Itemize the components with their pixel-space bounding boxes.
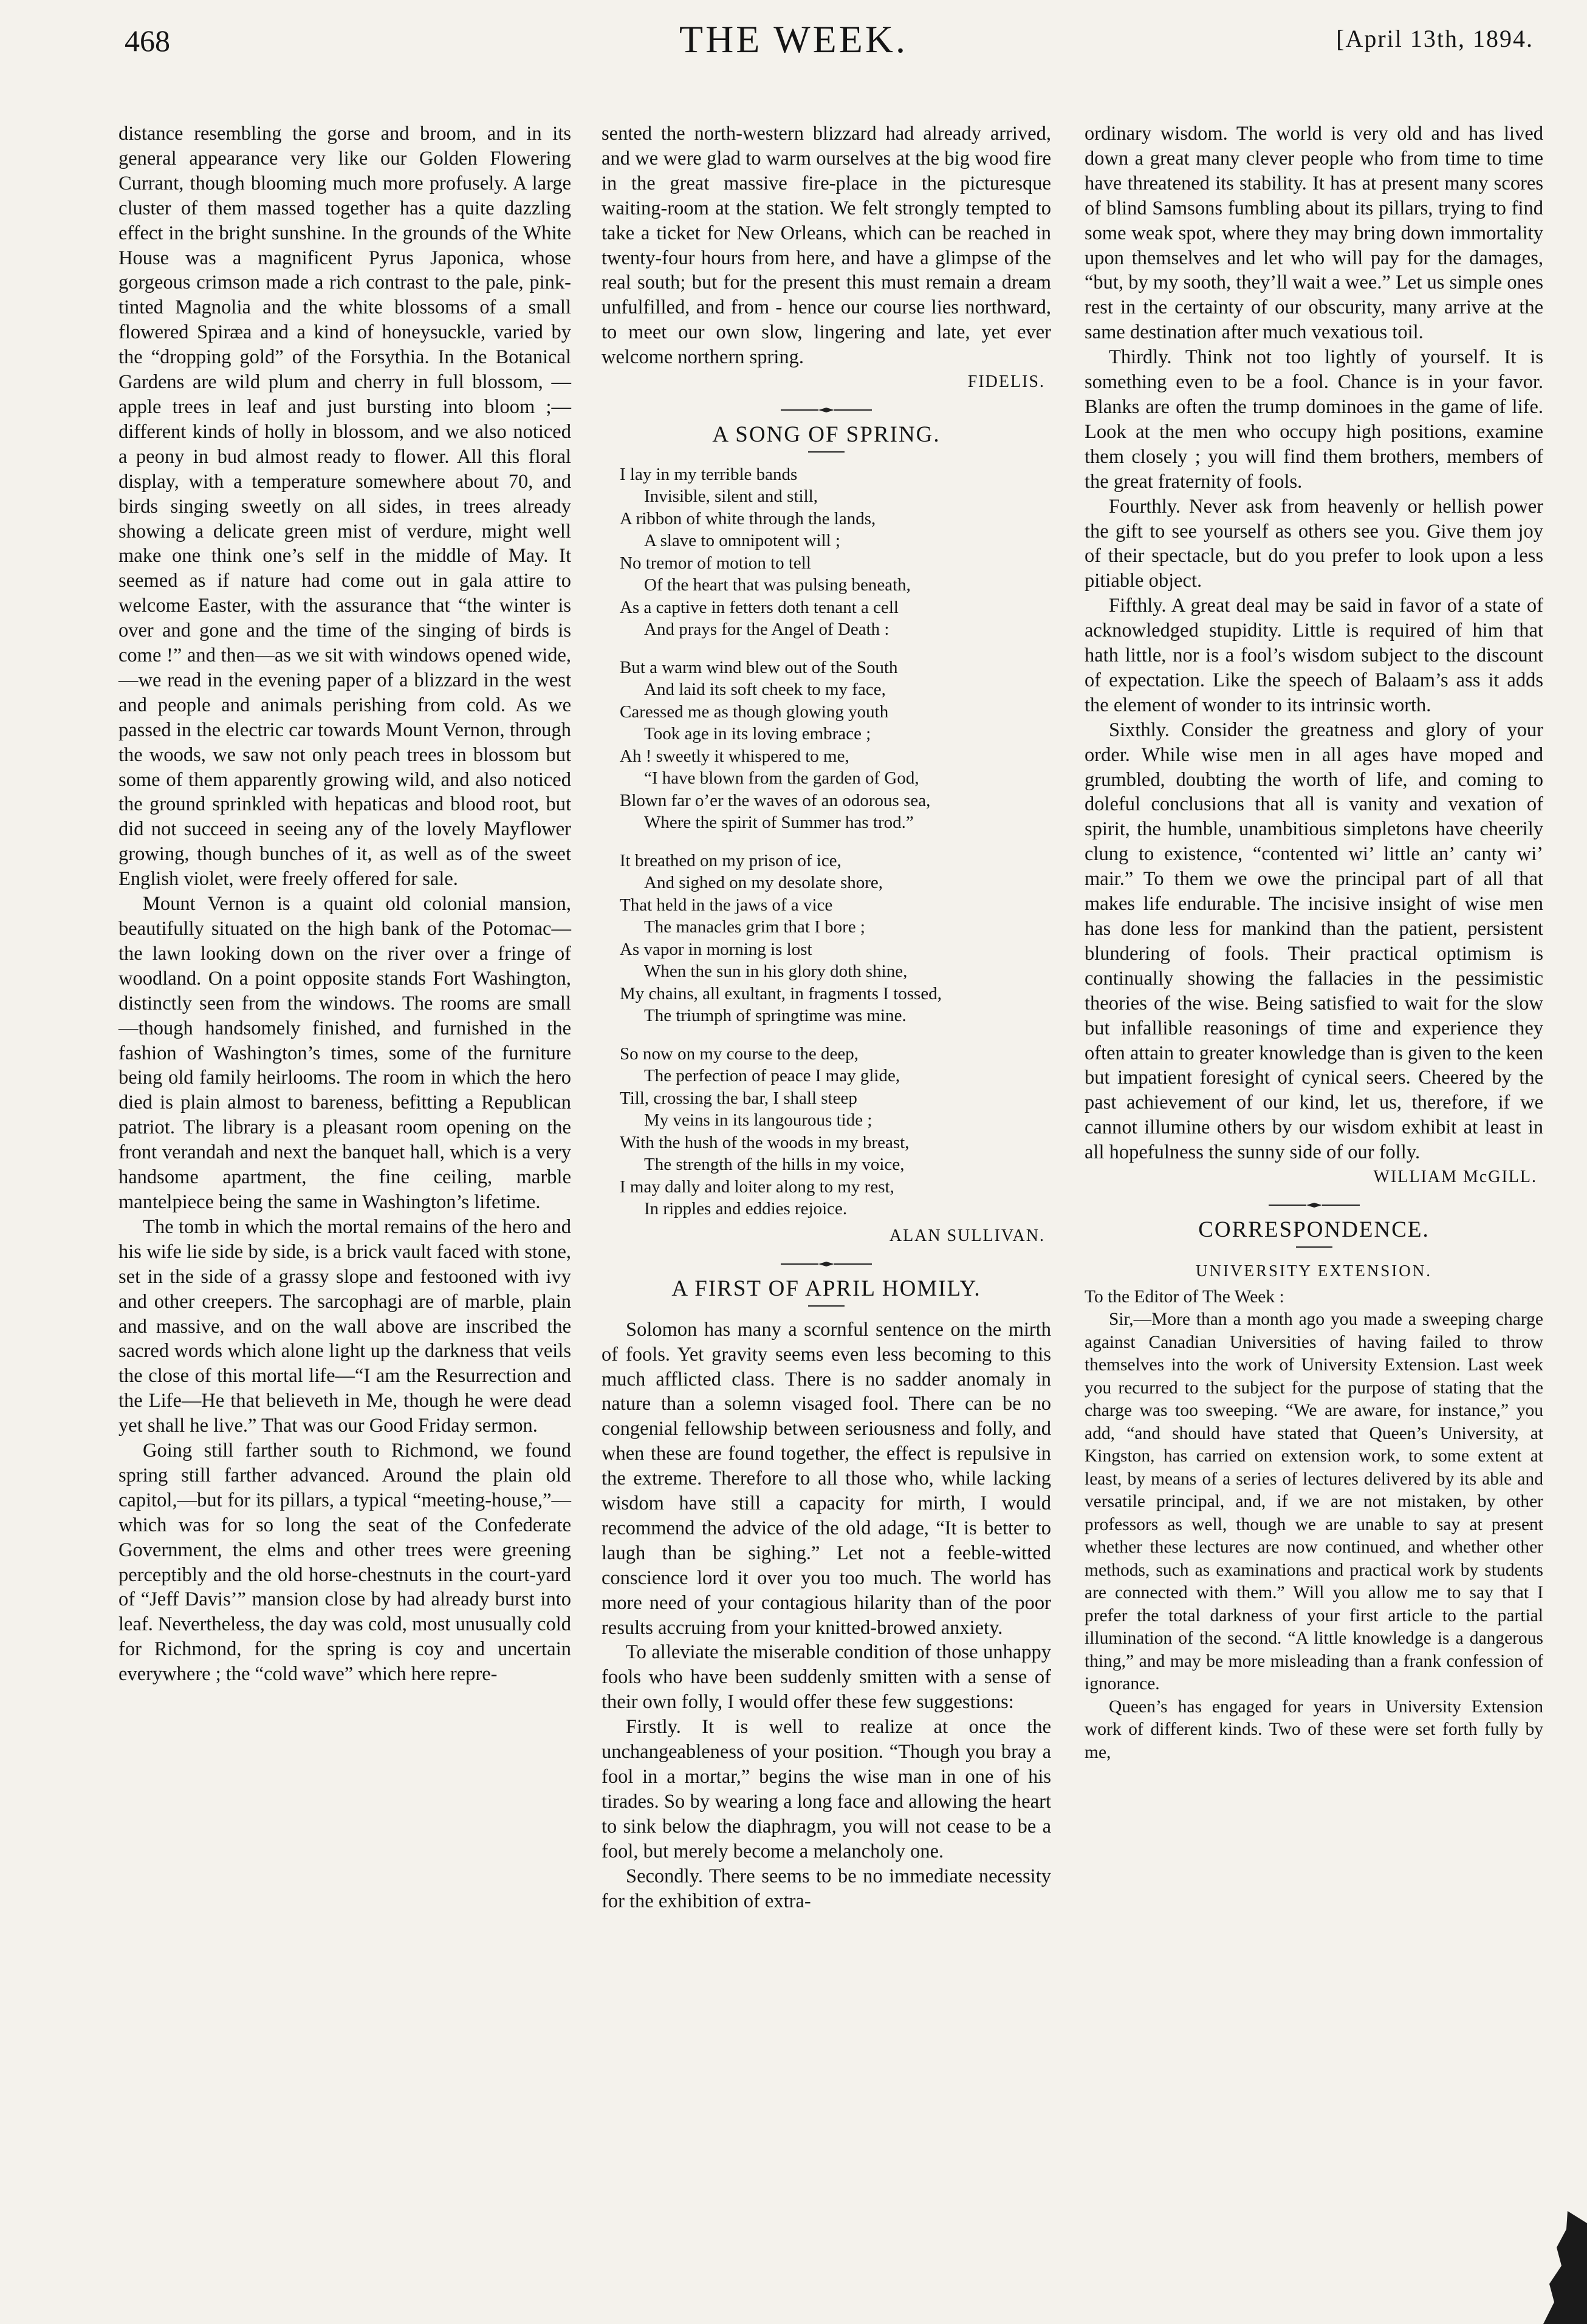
homily-paragraph: Fourthly. Never ask from heavenly or hellish power the gift to see yourself as others see you. Give them joy of their spectacle, but do you prefer to look upon a less pitiable object. [1085,495,1543,592]
poem-line: And laid its soft cheek to my face, [644,680,886,700]
poem-line: Took age in its loving embrace ; [644,724,871,744]
poem-line: Where the spirit of Summer has trod.” [644,813,914,833]
title-rule [808,451,845,453]
article-paragraph: Mount Vernon is a quaint old colonial mansion, beautifully situated on the high bank of the Potomac—the lawn looking down on the river over a fringe of woodland. On a point opposite stands Fort Washington, distinctly seen from the windows. The rooms are small—though handsomely finished, and furnished in the fashion of Washington’s times, some of the furniture being old family heirlooms. The room in which the hero died is plain almost to bareness, befitting a Republican patriot. The library is a pleasant room opening on the front verandah and next the banquet hall, which is a very handsome apartment, the fine ceiling, marble mantelpiece being the same in Washington’s lifetime. [118,893,571,1213]
poem-line: When the sun in his glory doth shine, [644,962,908,982]
letter-subtitle: UNIVERSITY EXTENSION. [1196,1261,1432,1280]
article-signature: FIDELIS. [967,372,1045,392]
poem-line: I lay in my terrible bands [620,464,798,484]
poem-stanza [620,1043,1051,1220]
poem-line: That held in the jaws of a vice [620,895,833,915]
letter-salutation: To the Editor of The Week : [1085,1287,1284,1307]
poem-line: It breathed on my prison of ice, [620,850,841,870]
poem-title: A SONG OF SPRING. [712,422,941,447]
article-paragraph: Going still farther south to Richmond, we found spring still farther advanced. Around the plain old capitol,—but for its pillars, a typical “meeting-house,”—which was for so long the seat of the Confederate Government, the elms and other trees were greening perceptibly and the old horse-chestnuts in the court-yard of “Jeff Davis’” mansion close by had already burst into leaf. Nevertheless, the day was cold, most unusually cold for Richmond, for the spring is coy and uncertain everywhere ; the “cold wave” which here repre- [118,1440,571,1686]
title-rule [1296,1246,1332,1248]
poem-line: I may dally and loiter along to my rest, [620,1177,894,1197]
title-rule [808,1305,845,1307]
poem-line: And sighed on my desolate shore, [644,873,883,893]
article-paragraph: distance resembling the gorse and broom, and in its general appearance very like our Golden Flowering Currant, though blooming much more profusely. A large cluster of them massed together has a quite dazzling effect in the bright sunshine. In the grounds of the White House was a magnificent Pyrus Japonica, whose gorgeous crimson made a rich contrast to the pale, pink-tinted Magnolia and the white blossoms of a small flowered Spiræa and a kind of honeysuckle, varied by the “dropping gold” of the Forsythia. In the Botanical Gardens are wild plum and cherry in full blossom, —apple trees in leaf and just bursting into bloom ;—different kinds of holly in blossom, and we also noticed a peony in bud almost ready to flower. All this floral display, with a temperature somewhere about 70, and birds singing sweetly on all sides, in trees already showing a delicate green mist of verdure, might well make one think one’s self in the middle of May. It seemed as if nature had come out in gala attire to welcome Easter, with the assurance that “the winter is over and gone and the time of the singing of birds is come !” and then—as we sit with windows opened wide,—we read in the evening paper of a blizzard in the west and people and animals perishing from cold. As we passed in the electric car towards Mount Vernon, through the woods, we saw not only peach trees in blossom but some of them apparently growing wild, and also noticed the ground sprinkled with hepaticas and blood root, but did not succeed in seeing any of the lovely Mayflower growing, though bunches of it, as well as of the sweet English violet, were freely offered for sale. [118,123,571,890]
correspondence-title: CORRESPONDENCE. [1198,1217,1430,1242]
poem-line: As vapor in morning is lost [620,939,812,959]
poem-line: The strength of the hills in my voice, [644,1155,905,1175]
column-3 [1085,121,1543,1764]
poem-stanza [620,850,1051,1027]
homily-paragraph: Thirdly. Think not too lightly of yourself. It is something even to be a fool. Chance is in your favor. Blanks are often the trump dominoes in the game of life. Look at the men who occupy high positions, examine them closely ; you will find them brothers, members of the great fraternity of fools. [1085,346,1543,493]
homily-paragraph: ordinary wisdom. The world is very old and has lived down a great many clever people who from time to time have threatened its stability. It has at present many scores of blind Samsons fumbling about its pillars, trying to find some weak spot, where they may bring down immortality upon themselves and let who will pay for the damages, “but, by my sooth, they’ll wait a wee.” Let us simple ones rest in the certainty of our obscurity, many arrive at the same destination after much vexatious toil. [1085,123,1543,344]
poem-line: Blown far o’er the waves of an odorous sea, [620,790,931,810]
poem-line: A slave to omnipotent will ; [644,531,841,551]
poem-line: The triumph of springtime was mine. [644,1006,907,1026]
section-separator [1269,1202,1360,1208]
section-separator [781,407,872,413]
homily-paragraph: Sixthly. Consider the greatness and glory of your order. While wise men in all ages have moped and grumbled, doubting the worth of life, and coming to doleful conclusions that all is vanity and vexation of spirit, the humble, unambitious simpletons have cheerily clung to existence, “contented wi’ little an’ canty wi’ mair.” To them we owe the principal part of all that makes life endurable. The incisive insight of wise men has done less for mankind than the patient, persistent blundering of fools. Their practical optimism is continually showing the fallacies in the pessimistic theories of the wise. Being satisfied to wait for the slow but infallible reasonings of time and experience they often attain to greater knowledge than is given to the keen but impatient foresight of cynical seers. Cheered by the past achievement of our kind, let us, therefore, if we cannot illumine others by our wisdom exhibit at least in all hopefulness the sunny side of our folly. [1085,719,1543,1164]
poem [602,463,1051,1220]
letter-paragraph: Sir,—More than a month ago you made a sweeping charge against Canadian Universities of having failed to throw themselves into the work of University Extension. Last week you recurred to the subject for the purpose of stating that the charge was too sweeping. “We are aware, for instance,” you add, “and should have stated that Queen’s University, at Kingston, has carried on extension work, to some extent at least, by means of a series of lectures delivered by its able and versatile principal, and, if we are not mistaken, by other professors as well, though we are unable to say at present whether these lectures are now continued, and whether other methods, such as examinations and practical work by students are connected with them.” Will you allow me to say that I prefer the total darkness of your first article to the partial illumination of the second. “A little knowledge is a dangerous thing,” and may be more misleading than a frank confession of ignorance. [1085,1310,1543,1694]
poem-line: No tremor of motion to tell [620,553,811,573]
poem-line: In ripples and eddies rejoice. [644,1199,848,1219]
ink-smudge [1543,2211,1587,2324]
homily-paragraph: Solomon has many a scornful sentence on the mirth of fools. Yet gravity seems even less becoming to this much afflicted class. There is no sadder anomaly in nature than a solemn visaged fool. There can be no congenial fellowship between seriousness and folly, and when these are found together, the effect is repulsive in the extreme. Therefore to all those who, while lacking wisdom have still a capacity for mirth, I would recommend the advice of the old adage, “It is better to laugh than be sighing.” Let not a feeble-witted conscience lord it over you too much. The world has more need of your contagious hilarity than of the poor results accruing from your knitted-browed anxiety. [602,1318,1051,1639]
journal-title: THE WEEK. [679,18,908,61]
section-separator [781,1261,872,1267]
homily-paragraph: Secondly. There seems to be no immediate necessity for the exhibition of extra- [602,1865,1051,1912]
poem-line: My veins in its langourous tide ; [644,1110,872,1130]
poem-line: As a captive in fetters doth tenant a cell [620,597,899,617]
letter-paragraph: Queen’s has engaged for years in University Extension work of different kinds. Two of these were set forth fully by me, [1085,1697,1543,1762]
poem-line: “I have blown from the garden of God, [644,768,919,788]
poem-line: Till, crossing the bar, I shall steep [620,1088,857,1108]
poem-author: ALAN SULLIVAN. [889,1226,1045,1245]
article-paragraph: The tomb in which the mortal remains of the hero and his wife lie side by side, is a brick vault faced with stone, set in the side of a grassy slope and festooned with ivy and other creepers. The sarcophagi are of marble, plain and massive, and on the wall above are inscribed the sacred words which alone light up the darkness that veils the close of this mortal life—“I am the Resurrection and the Life—He that believeth in Me, though he were dead yet shall he live.” That was our Good Friday sermon. [118,1215,571,1437]
article-continuation: sented the north-western blizzard had already arrived, and we were glad to warm ourselves at the big wood fire in the great massive fire-place in the picturesque waiting-room at the station. We felt strongly tempted to take a ticket for New Orleans, which can be reached in twenty-four hours from here, and have a glimpse of the real south; but for the present this must remain a dream unfulfilled, and from - hence our course lies northward, to meet our own slow, lingering and late, yet ever welcome northern spring. [602,123,1051,369]
poem-line: Ah ! sweetly it whispered to me, [620,746,849,766]
poem-line: But a warm wind blew out of the South [620,657,898,677]
column-2 [602,121,1051,1913]
column-1 [118,121,571,1687]
homily-paragraph: Firstly. It is well to realize at once the unchangeableness of your position. “Though you bray a fool in a mortar,” begins the wise man in one of his tirades. So by wearing a long face and allowing the heart to sink below the diaphragm, you will not cease to be a fool, but merely become a melancholy one. [602,1716,1051,1862]
poem-stanza [620,657,1051,834]
poem-stanza [620,463,1051,641]
homily-author: WILLIAM McGILL. [1373,1167,1537,1187]
page-number: 468 [125,24,170,58]
poem-line: Invisible, silent and still, [644,487,818,507]
poem-line: My chains, all exultant, in fragments I tossed, [620,983,942,1003]
page-header [0,0,1587,121]
issue-date: [April 13th, 1894. [1336,25,1534,52]
poem-line: A ribbon of white through the lands, [620,508,876,528]
poem-line: Of the heart that was pulsing beneath, [644,575,911,595]
poem-line: With the hush of the woods in my breast, [620,1132,910,1152]
poem-line: The manacles grim that I bore ; [644,917,865,937]
homily-title: A FIRST OF APRIL HOMILY. [671,1276,981,1301]
poem-line: And prays for the Angel of Death : [644,620,889,640]
homily-paragraph: To alleviate the miserable condition of those unhappy fools who have been suddenly smitten with a sense of their own folly, I would offer these few suggestions: [602,1641,1051,1714]
poem-line: The perfection of peace I may glide, [644,1066,900,1086]
poem-line: So now on my course to the deep, [620,1044,859,1064]
homily-paragraph: Fifthly. A great deal may be said in favor of a state of acknowledged stupidity. Little is required of him that hath little, nor is a fool’s wisdom subject to the discount of expectation. Like the speech of Balaam’s ass it adds the element of wonder to its intrinsic worth. [1085,595,1543,716]
poem-line: Caressed me as though glowing youth [620,702,889,722]
